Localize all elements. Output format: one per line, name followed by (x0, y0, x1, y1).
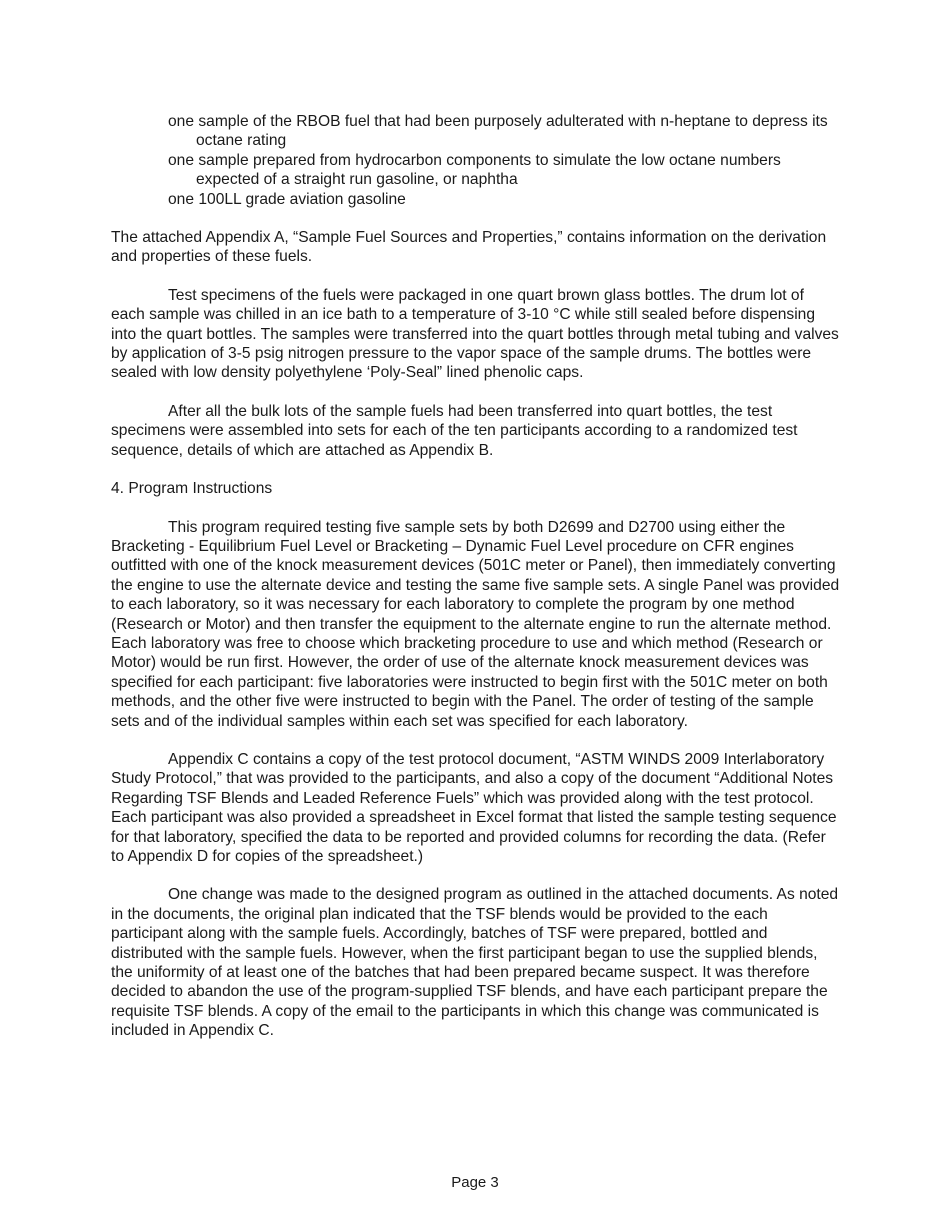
list-item: one 100LL grade aviation gasoline (168, 190, 406, 208)
appendix-c-paragraph: Appendix C contains a copy of the test protocol document, “ASTM WINDS 2009 Interlaboratory Study Protocol,” that was provided to the participants, and also a copy of the document “Additional Notes Regarding TSF Blends and Leaded Reference Fuels” which was provided along with the test protocol. Each participant was also provided a spreadsheet in Excel format that listed the sample testing sequence for that laboratory, specified the data to be reported and provided columns for recording the data. (Refer to Appendix D for copies of the spreadsheet.) (111, 750, 837, 865)
change-paragraph: One change was made to the designed program as outlined in the attached documents. As noted in the documents, the original plan indicated that the TSF blends would be provided to the each participant along with the sample fuels. Accordingly, batches of TSF were prepared, bottled and distributed with the sample fuels. However, when the first participant began to use the supplied blends, the uniformity of at least one of the batches that had been prepared became suspect. It was therefore decided to abandon the use of the program-supplied TSF blends, and have each participant prepare the requisite TSF blends. A copy of the email to the participants in which this change was communicated is included in Appendix C. (111, 886, 839, 1040)
bulk-lots-paragraph: After all the bulk lots of the sample fuels had been transferred into quart bottles, the test specimens were assembled into sets for each of the ten participants according to a randomized test sequence, details of which are attached as Appendix B. (111, 402, 798, 459)
sample-list (168, 112, 841, 209)
list-item: one sample prepared from hydrocarbon components to simulate the low octane numbers expected of a straight run gasoline, or naphtha (168, 151, 781, 189)
program-paragraph: This program required testing five sample sets by both D2699 and D2700 using either the Bracketing - Equilibrium Fuel Level or Bracketing – Dynamic Fuel Level procedure on CFR engines outfitted with one of the knock measurement devices (501C meter or Panel), then immediately converting the engine to use the alternate device and testing the same five sample sets. A single Panel was provided to each laboratory, so it was necessary for each laboratory to complete the program by one method (Research or Motor) and then transfer the equipment to the alternate engine to run the alternate method. Each laboratory was free to choose which bracketing procedure to use and which method (Research or Motor) would be run first. However, the order of use of the alternate knock measurement devices was specified for each participant: five laboratories were instructed to begin first with the 501C meter on both methods, and the other five were instructed to begin with the Panel. The order of testing of the sample sets and of the individual samples within each set was specified for each laboratory. (111, 518, 840, 730)
appendix-a-paragraph: The attached Appendix A, “Sample Fuel Sources and Properties,” contains information on the derivation and properties of these fuels. (111, 229, 827, 266)
specimens-paragraph: Test specimens of the fuels were packaged in one quart brown glass bottles. The drum lot of each sample was chilled in an ice bath to a temperature of 3-10 °C while still sealed before dispensing into the quart bottles. The samples were transferred into the quart bottles through metal tubing and valves by application of 3-5 psig nitrogen pressure to the vapor space of the sample drums. The bottles were sealed with low density polyethylene ‘Poly-Seal” lined phenolic caps. (111, 286, 839, 382)
page-number: Page 3 (451, 1174, 499, 1191)
document-page (111, 112, 841, 1060)
section-heading: 4. Program Instructions (111, 480, 273, 498)
list-item: one sample of the RBOB fuel that had been purposely adulterated with n-heptane to depress its octane rating (168, 113, 828, 150)
